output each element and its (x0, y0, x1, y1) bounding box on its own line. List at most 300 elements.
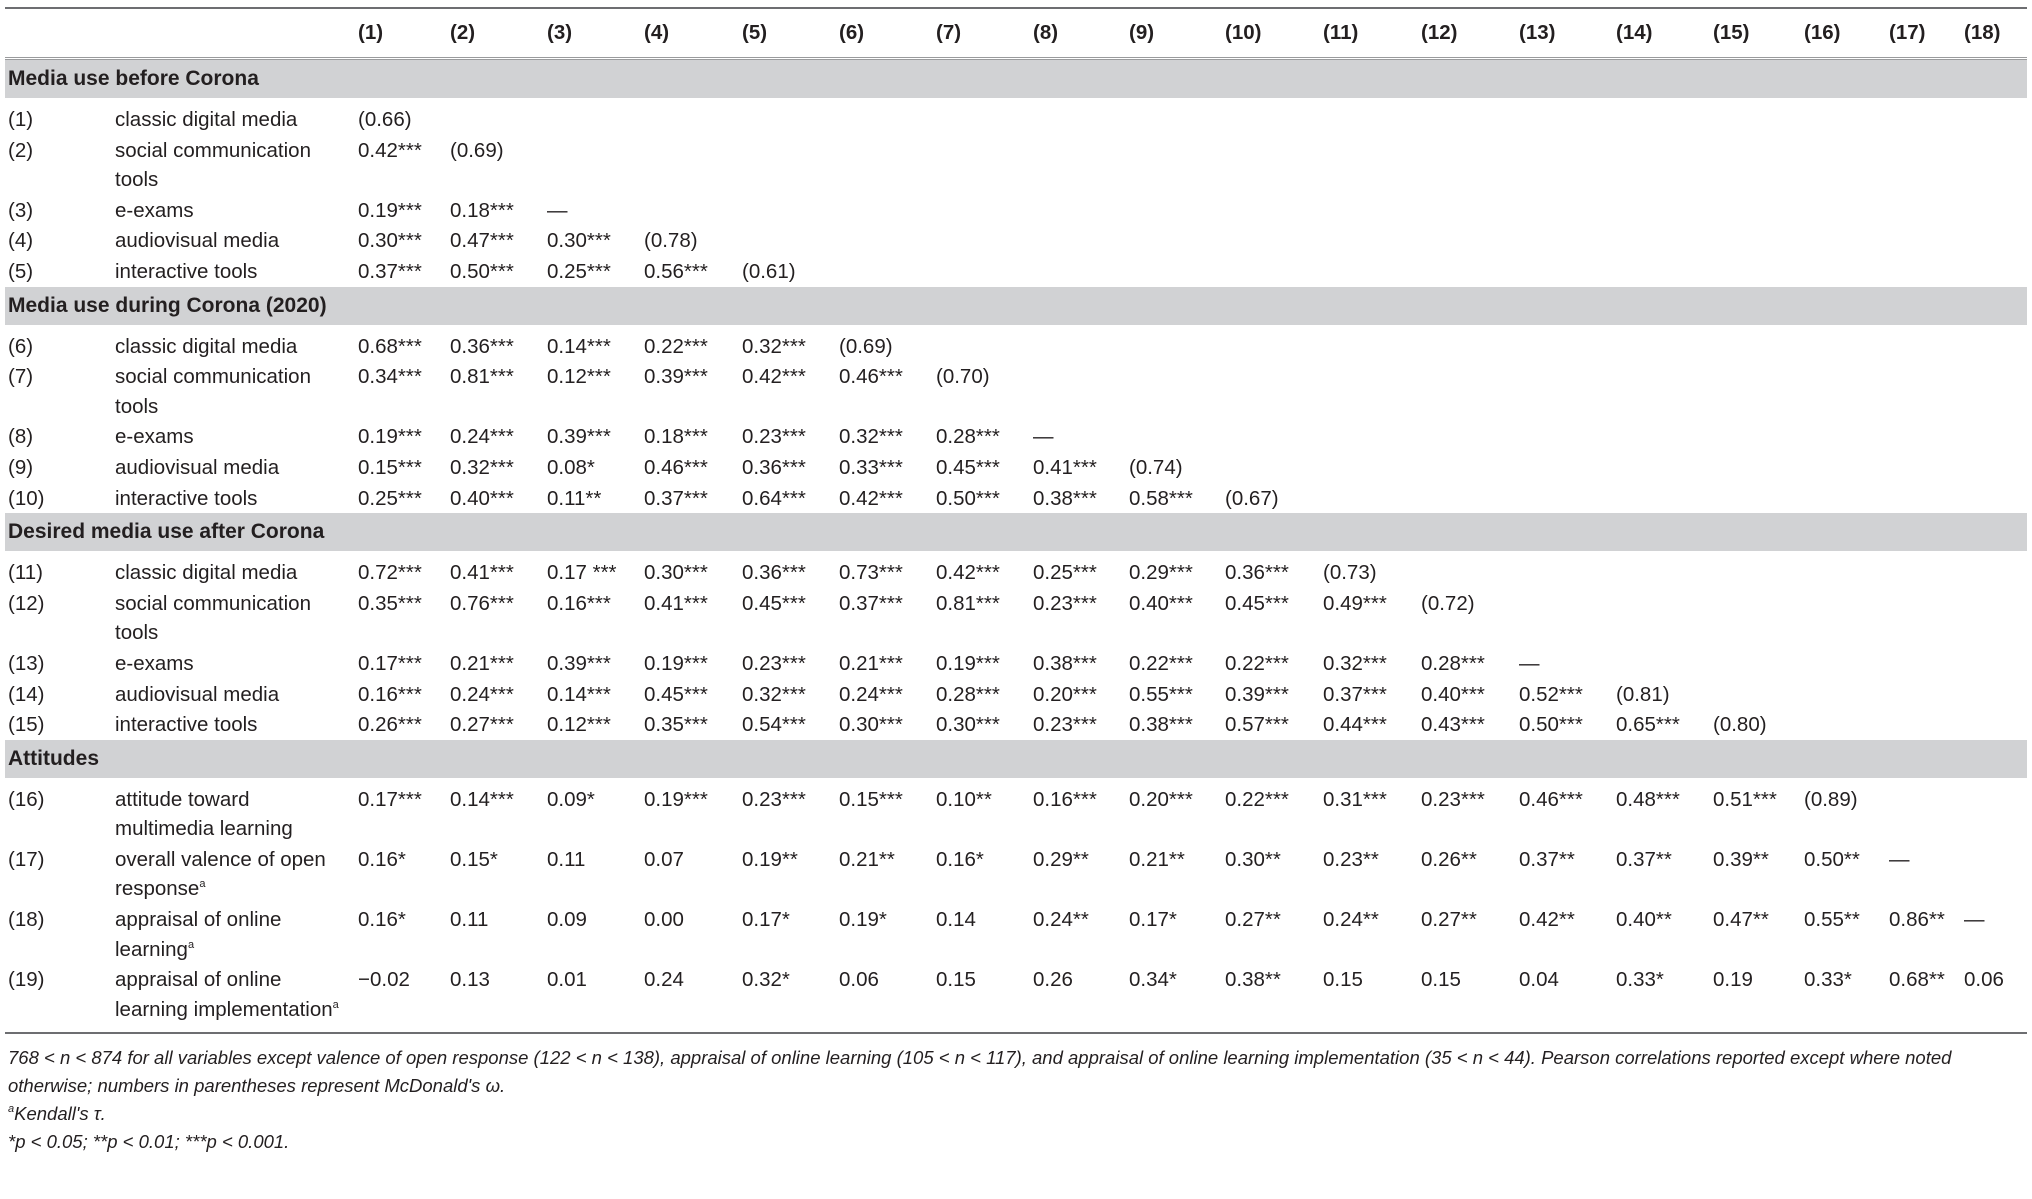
correlation-cell (1889, 225, 1964, 256)
correlation-cell (1129, 256, 1225, 287)
table-figure (5, 7, 2027, 1156)
correlation-cell: (0.69) (450, 138, 504, 162)
correlation-cell (1421, 135, 1519, 195)
correlation-cell: 0.01 (547, 964, 644, 1033)
correlation-cell: 0.15*** (839, 787, 903, 811)
correlation-cell (1964, 104, 2027, 135)
correlation-cell: 0.40** (1616, 908, 1672, 932)
correlation-cell: (0.89) (1804, 787, 1858, 811)
correlation-cell: 0.39*** (547, 651, 611, 675)
correlation-cell: 0.30*** (358, 229, 422, 253)
correlation-cell: 0.20*** (1129, 787, 1193, 811)
correlation-cell: 0.19*** (936, 651, 1000, 675)
correlation-cell (1616, 421, 1713, 452)
row-number: (9) (8, 455, 34, 479)
column-header: (3) (547, 8, 644, 59)
correlation-cell: 0.56*** (644, 259, 708, 283)
correlation-cell: 0.42** (1519, 908, 1575, 932)
correlation-cell: 0.26** (1421, 847, 1477, 871)
correlation-cell (1033, 225, 1129, 256)
correlation-cell: 0.36*** (742, 561, 806, 585)
correlation-cell (936, 104, 1033, 135)
table-row (5, 256, 2027, 287)
table-row (5, 361, 2027, 421)
row-label-text: overall valence of open response (115, 847, 326, 901)
correlation-cell: 0.86** (1889, 908, 1945, 932)
row-label (115, 483, 358, 514)
correlation-cell: 0.00 (644, 908, 684, 932)
correlation-cell: 0.30** (1225, 847, 1281, 871)
row-number: (15) (8, 713, 45, 737)
footnote-kendall (8, 1100, 2008, 1128)
correlation-cell (1889, 104, 1964, 135)
correlation-cell (1889, 588, 1964, 648)
table-body (5, 59, 2027, 1034)
correlation-cell: — (1519, 651, 1540, 675)
row-number: (12) (8, 591, 45, 615)
correlation-cell: 0.19* (839, 908, 887, 932)
correlation-cell: 0.31*** (1323, 787, 1387, 811)
correlation-cell: 0.06 (1964, 964, 2027, 1033)
correlation-cell: 0.12*** (547, 365, 611, 389)
correlation-cell (1804, 331, 1889, 362)
row-label-text: e-exams (115, 651, 194, 675)
correlation-cell (1129, 331, 1225, 362)
correlation-cell (1616, 588, 1713, 648)
correlation-cell: 0.30*** (644, 561, 708, 585)
correlation-cell (1616, 483, 1713, 514)
correlation-cell: 0.46*** (1519, 787, 1583, 811)
column-header: (6) (839, 8, 936, 59)
correlation-cell (1713, 648, 1804, 679)
correlation-cell (1713, 225, 1804, 256)
correlation-cell: 0.17* (1129, 908, 1177, 932)
row-number: (17) (8, 847, 45, 871)
kendall-marker: a (187, 938, 195, 951)
correlation-cell (1804, 225, 1889, 256)
correlation-cell (1519, 331, 1616, 362)
row-label-text: attitude toward multimedia learning (115, 787, 293, 841)
correlation-cell: 0.81*** (936, 591, 1000, 615)
correlation-cell: 0.14 (936, 908, 976, 932)
table-row (5, 588, 2027, 648)
correlation-cell: 0.21*** (450, 651, 514, 675)
column-header: (9) (1129, 8, 1225, 59)
row-number: (6) (8, 334, 34, 358)
row-label-text: classic digital media (115, 108, 298, 131)
correlation-cell (1519, 361, 1616, 421)
correlation-cell (1964, 588, 2027, 648)
row-number: (16) (8, 787, 45, 811)
correlation-cell: 0.41*** (644, 591, 708, 615)
correlation-cell: 0.27*** (450, 713, 514, 737)
correlation-cell (1033, 135, 1129, 195)
correlation-cell: (0.73) (1323, 561, 1377, 585)
correlation-cell (1323, 331, 1421, 362)
correlation-cell: 0.10** (936, 787, 992, 811)
correlation-cell (644, 195, 742, 226)
row-number: (1) (8, 108, 34, 131)
correlation-cell (1804, 679, 1889, 710)
correlation-cell: 0.38*** (1033, 486, 1097, 510)
row-label-text: e-exams (115, 198, 194, 222)
row-label-text: appraisal of online learning implementation (115, 968, 333, 1021)
section-header (5, 59, 2027, 99)
correlation-cell (1519, 452, 1616, 483)
correlation-cell (1964, 225, 2027, 256)
table-row (5, 679, 2027, 710)
correlation-cell: 0.24*** (450, 425, 514, 449)
column-header: (10) (1225, 8, 1323, 59)
correlation-cell: 0.06 (839, 964, 936, 1033)
correlation-cell: — (547, 198, 568, 222)
correlation-cell: 0.11 (450, 908, 489, 932)
correlation-cell (1129, 195, 1225, 226)
row-label-text: classic digital media (115, 561, 298, 585)
correlation-cell (1616, 104, 1713, 135)
correlation-cell: 0.17*** (358, 787, 422, 811)
section-header (5, 287, 2027, 325)
correlation-cell (644, 104, 742, 135)
row-label-text: social communication tools (115, 365, 311, 418)
correlation-cell (1964, 844, 2027, 904)
correlation-cell: 0.19** (742, 847, 798, 871)
correlation-cell: 0.24** (1033, 908, 1089, 932)
correlation-cell (1225, 135, 1323, 195)
correlation-cell (1804, 483, 1889, 514)
table-row (5, 557, 2027, 588)
column-header: (15) (1713, 8, 1804, 59)
correlation-cell (1804, 557, 1889, 588)
correlation-cell: 0.36*** (450, 334, 514, 358)
correlation-cell: 0.64*** (742, 486, 806, 510)
column-header: (7) (936, 8, 1033, 59)
correlation-cell (1964, 557, 2027, 588)
correlation-cell: 0.28*** (936, 425, 1000, 449)
correlation-cell: 0.45*** (936, 455, 1000, 479)
correlation-cell (1804, 421, 1889, 452)
correlation-cell: 0.72*** (358, 561, 422, 585)
correlation-cell (1964, 709, 2027, 740)
correlation-cell (1225, 256, 1323, 287)
column-header: (18) (1964, 8, 2027, 59)
column-header: (13) (1519, 8, 1616, 59)
correlation-cell (1519, 421, 1616, 452)
correlation-cell (1964, 195, 2027, 226)
row-number: (2) (8, 138, 34, 162)
correlation-cell (1889, 452, 1964, 483)
column-header: (1) (358, 8, 450, 59)
correlation-cell: 0.21** (839, 847, 895, 871)
correlation-cell: 0.39*** (547, 425, 611, 449)
correlation-cell: 0.34*** (358, 365, 422, 389)
column-header: (16) (1804, 8, 1889, 59)
correlation-cell: 0.33*** (839, 455, 903, 479)
table-row (5, 648, 2027, 679)
correlation-cell (1713, 452, 1804, 483)
correlation-cell (1033, 256, 1129, 287)
correlation-cell (1616, 648, 1713, 679)
correlation-cell (936, 331, 1033, 362)
correlation-cell: 0.30*** (547, 229, 611, 253)
correlation-cell (1616, 195, 1713, 226)
correlation-cell: 0.38** (1225, 964, 1323, 1033)
correlation-cell: 0.16*** (1033, 787, 1097, 811)
correlation-cell: 0.41*** (450, 561, 514, 585)
column-header: (17) (1889, 8, 1964, 59)
correlation-cell (450, 104, 547, 135)
correlation-cell (936, 195, 1033, 226)
row-number: (19) (5, 964, 115, 1033)
correlation-cell: 0.37*** (644, 486, 708, 510)
correlation-cell (1129, 135, 1225, 195)
correlation-cell: (0.74) (1129, 455, 1183, 479)
correlation-cell (1421, 452, 1519, 483)
correlation-cell: 0.68*** (358, 334, 422, 358)
correlation-cell: 0.04 (1519, 964, 1616, 1033)
correlation-cell: 0.47** (1713, 908, 1769, 932)
table-row (5, 225, 2027, 256)
correlation-cell: 0.42*** (742, 365, 806, 389)
correlation-cell (1225, 225, 1323, 256)
correlation-cell: 0.46*** (644, 455, 708, 479)
correlation-cell: 0.19*** (358, 425, 422, 449)
correlation-cell (1421, 361, 1519, 421)
column-header: (4) (644, 8, 742, 59)
header-blank (5, 8, 115, 59)
correlation-cell: 0.23*** (742, 425, 806, 449)
correlation-cell: 0.57*** (1225, 713, 1289, 737)
correlation-cell: 0.16* (358, 908, 406, 932)
correlation-cell (1519, 225, 1616, 256)
correlation-cell (1964, 331, 2027, 362)
footnote-significance: *p < 0.05; **p < 0.01; ***p < 0.001. (8, 1131, 290, 1153)
correlation-cell: 0.23*** (1033, 713, 1097, 737)
correlation-cell (839, 135, 936, 195)
correlation-cell: 0.23** (1323, 847, 1379, 871)
correlation-cell: 0.16*** (358, 682, 422, 706)
correlation-cell: 0.25*** (547, 259, 611, 283)
row-label (115, 361, 358, 421)
row-label-text: interactive tools (115, 713, 258, 737)
correlation-cell: 0.15 (936, 964, 1033, 1033)
correlation-cell: 0.81*** (450, 365, 514, 389)
correlation-cell (936, 225, 1033, 256)
row-label-text: e-exams (115, 425, 194, 449)
correlation-cell (1889, 557, 1964, 588)
correlation-cell (1519, 588, 1616, 648)
correlation-cell: 0.22*** (644, 334, 708, 358)
correlation-cell (839, 225, 936, 256)
correlation-cell: 0.17*** (358, 651, 422, 675)
correlation-cell: 0.19*** (358, 198, 422, 222)
correlation-cell (839, 256, 936, 287)
correlation-cell: 0.37** (1519, 847, 1575, 871)
correlation-cell: — (1033, 425, 1054, 449)
correlation-cell: 0.44*** (1323, 713, 1387, 737)
correlation-cell (1323, 483, 1421, 514)
correlation-cell: 0.32*** (1323, 651, 1387, 675)
correlation-cell (936, 135, 1033, 195)
row-number: (7) (8, 365, 34, 389)
correlation-cell: 0.14*** (547, 682, 611, 706)
correlation-cell (1616, 225, 1713, 256)
correlation-cell (1889, 709, 1964, 740)
correlation-cell: 0.18*** (644, 425, 708, 449)
correlation-cell: 0.15*** (358, 455, 422, 479)
correlation-cell (1804, 588, 1889, 648)
correlation-cell: 0.50*** (450, 259, 514, 283)
correlation-cell: 0.26 (1033, 964, 1129, 1033)
correlation-cell (1323, 452, 1421, 483)
row-number: (3) (8, 198, 34, 222)
correlation-cell (1616, 135, 1713, 195)
correlation-cell: 0.26*** (358, 713, 422, 737)
correlation-cell: 0.50** (1804, 847, 1860, 871)
correlation-cell: 0.15 (1421, 964, 1519, 1033)
column-header: (12) (1421, 8, 1519, 59)
correlation-cell (1616, 452, 1713, 483)
correlation-cell: (0.80) (1713, 713, 1767, 737)
correlation-cell: 0.37*** (839, 591, 903, 615)
correlation-cell: 0.28*** (1421, 651, 1485, 675)
correlation-cell: 0.22*** (1129, 651, 1193, 675)
correlation-cell: — (1964, 908, 1985, 932)
correlation-cell: — (1889, 847, 1910, 871)
correlation-cell (1889, 784, 1964, 844)
correlation-cell: 0.14*** (547, 334, 611, 358)
header-blank (115, 8, 358, 59)
correlation-cell: 0.51*** (1713, 787, 1777, 811)
correlation-cell: 0.17 *** (547, 561, 617, 585)
section-title: Attitudes (5, 740, 2027, 778)
correlation-cell (1421, 483, 1519, 514)
correlation-cell (1713, 483, 1804, 514)
row-label (115, 104, 358, 135)
kendall-marker: a (199, 878, 206, 891)
correlation-cell (1323, 225, 1421, 256)
correlation-cell: 0.49*** (1323, 591, 1387, 615)
correlation-cell (1421, 195, 1519, 226)
correlation-cell (1616, 361, 1713, 421)
row-label-text: interactive tools (115, 259, 258, 283)
correlation-cell (1964, 679, 2027, 710)
correlation-cell (547, 135, 644, 195)
correlation-cell (1225, 104, 1323, 135)
table-row (5, 844, 2027, 904)
table-row (5, 195, 2027, 226)
correlation-cell (1889, 361, 1964, 421)
column-header: (14) (1616, 8, 1713, 59)
correlation-cell: 0.39*** (644, 365, 708, 389)
table-row (5, 784, 2027, 844)
correlation-cell: 0.32*** (742, 334, 806, 358)
correlation-cell (1421, 331, 1519, 362)
correlation-cell (1964, 452, 2027, 483)
correlation-cell (742, 135, 839, 195)
correlation-cell (1616, 557, 1713, 588)
section-title: Media use before Corona (5, 59, 2027, 99)
row-label (115, 331, 358, 362)
row-number: (11) (8, 561, 43, 585)
correlation-cell (1889, 648, 1964, 679)
correlation-cell: 0.42*** (839, 486, 903, 510)
row-label (115, 679, 358, 710)
correlation-cell (1519, 135, 1616, 195)
correlation-cell: 0.13 (450, 964, 547, 1033)
correlation-cell (1964, 648, 2027, 679)
correlation-cell (1964, 483, 2027, 514)
correlation-cell: 0.25*** (1033, 561, 1097, 585)
correlation-cell (1421, 421, 1519, 452)
correlation-cell: 0.65*** (1616, 713, 1680, 737)
correlation-cell (1713, 421, 1804, 452)
correlation-cell (1033, 104, 1129, 135)
correlation-cell (742, 225, 839, 256)
correlation-cell: 0.19*** (644, 787, 708, 811)
correlation-table (5, 7, 2027, 1034)
correlation-cell (1804, 452, 1889, 483)
correlation-cell: 0.35*** (358, 591, 422, 615)
section-header (5, 513, 2027, 551)
correlation-cell: 0.45*** (1225, 591, 1289, 615)
correlation-cell: 0.09* (547, 787, 595, 811)
correlation-cell (1323, 195, 1421, 226)
correlation-cell: 0.27** (1421, 908, 1477, 932)
correlation-cell (1964, 784, 2027, 844)
correlation-cell (1323, 135, 1421, 195)
correlation-cell: 0.50*** (1519, 713, 1583, 737)
correlation-cell: 0.58*** (1129, 486, 1193, 510)
correlation-cell: 0.17* (742, 908, 790, 932)
correlation-cell (1804, 135, 1889, 195)
column-header: (5) (742, 8, 839, 59)
row-label-text: audiovisual media (115, 455, 280, 479)
correlation-cell: 0.24** (1323, 908, 1379, 932)
correlation-cell (1519, 195, 1616, 226)
table-row (5, 904, 2027, 964)
correlation-cell: 0.50*** (936, 486, 1000, 510)
correlation-cell: 0.43*** (1421, 713, 1485, 737)
correlation-cell (1421, 104, 1519, 135)
correlation-cell (1225, 195, 1323, 226)
correlation-cell: 0.32*** (742, 682, 806, 706)
correlation-cell: 0.07 (644, 847, 684, 871)
correlation-cell (1713, 361, 1804, 421)
correlation-cell (1889, 135, 1964, 195)
correlation-cell: 0.21** (1129, 847, 1185, 871)
correlation-cell: 0.32*** (450, 455, 514, 479)
correlation-cell (1804, 709, 1889, 740)
correlation-cell (1129, 421, 1225, 452)
row-label-text: audiovisual media (115, 682, 280, 706)
correlation-cell: (0.67) (1225, 486, 1279, 510)
correlation-cell: 0.37*** (1323, 682, 1387, 706)
correlation-cell: 0.40*** (1421, 682, 1485, 706)
correlation-cell: 0.38*** (1129, 713, 1193, 737)
column-header-row (5, 8, 2027, 59)
table-row (5, 104, 2027, 135)
row-label-text: audiovisual media (115, 229, 280, 253)
correlation-cell (1804, 361, 1889, 421)
correlation-cell: 0.24 (644, 964, 742, 1033)
column-header: (8) (1033, 8, 1129, 59)
correlation-cell (1129, 225, 1225, 256)
row-label (115, 844, 358, 904)
correlation-cell (1889, 679, 1964, 710)
table-row (5, 331, 2027, 362)
correlation-cell (1964, 361, 2027, 421)
